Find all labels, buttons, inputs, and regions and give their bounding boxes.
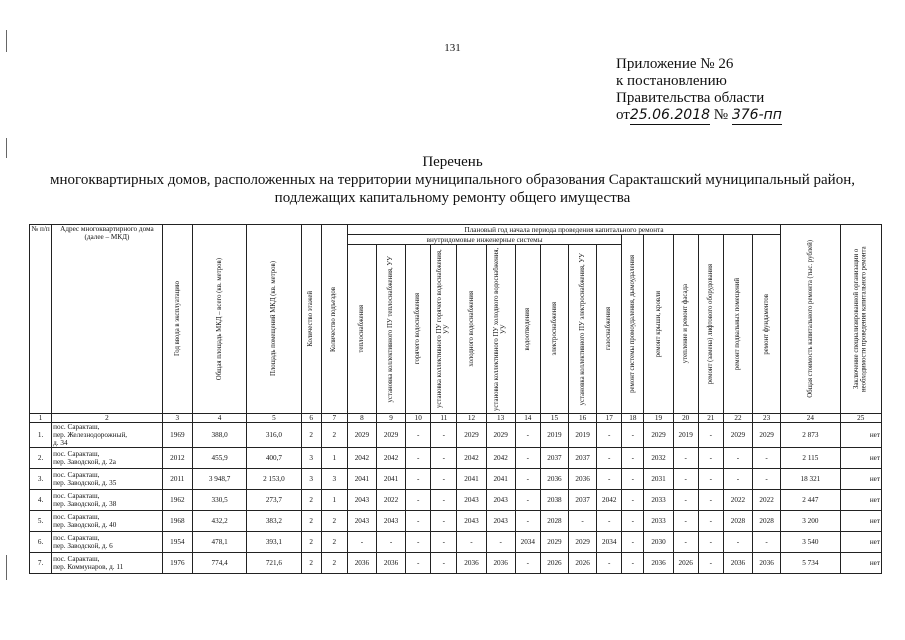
c11-cell: - — [431, 511, 457, 532]
floors-cell: 2 — [301, 553, 321, 574]
c22-cell: 2029 — [723, 423, 752, 448]
c13-cell: - — [486, 532, 515, 553]
c8-cell: 2029 — [347, 423, 376, 448]
ent-cell: 1 — [321, 448, 347, 469]
column-number: 3 — [162, 414, 192, 423]
c8-cell: 2043 — [347, 490, 376, 511]
header-conclusion: Заключение специализированной организации о необходимости проведения капитального ремонта — [853, 246, 868, 392]
c17-cell: - — [597, 511, 622, 532]
c18-cell: - — [622, 553, 644, 574]
appendix-line: к постановлению — [616, 73, 727, 89]
table-row — [30, 532, 882, 553]
c19-cell: 2036 — [644, 553, 673, 574]
address-cell — [52, 469, 163, 490]
date-prefix: от — [616, 107, 630, 123]
c15-cell: 2026 — [540, 553, 568, 574]
column-number: 9 — [376, 414, 405, 423]
c10-cell: - — [406, 490, 431, 511]
column-number: 14 — [515, 414, 540, 423]
c8-cell: 2041 — [347, 469, 376, 490]
table-row — [30, 448, 882, 469]
total-cell: 478,1 — [192, 532, 246, 553]
header-total-cost: Общая стоимость капитального ремонта (тыс. рублей) — [806, 240, 814, 398]
c9-cell: 2041 — [376, 469, 405, 490]
floors-cell: 2 — [301, 511, 321, 532]
c15-cell: 2036 — [540, 469, 568, 490]
c14-cell: - — [515, 553, 540, 574]
header-heating-meter: установка коллективного ПУ теплоснабжения, УУ — [387, 255, 395, 403]
header-smoke-removal: ремонт системы промоудаления, дымоудаления — [629, 255, 637, 393]
c16-cell: 2037 — [569, 490, 597, 511]
c20-cell: - — [673, 448, 698, 469]
num-cell: 4. — [30, 490, 52, 511]
header-address: Адрес многоквартирного дома (далее – МКД) — [52, 225, 163, 414]
c19-cell: 2030 — [644, 532, 673, 553]
c23-cell: - — [753, 532, 781, 553]
c10-cell: - — [406, 553, 431, 574]
ent-cell: 3 — [321, 469, 347, 490]
header-foundation: ремонт фундаментов — [762, 293, 770, 355]
column-number: 8 — [347, 414, 376, 423]
column-number: 18 — [622, 414, 644, 423]
ent-cell: 2 — [321, 511, 347, 532]
c17-cell: - — [597, 553, 622, 574]
c8-cell: 2042 — [347, 448, 376, 469]
header-gas: газоснабжения — [605, 307, 613, 351]
handwritten-date: 25.06.2018 — [629, 107, 711, 123]
num-cell: 6. — [30, 532, 52, 553]
column-number: 17 — [597, 414, 622, 423]
ent-cell: 2 — [321, 553, 347, 574]
table-row — [30, 553, 882, 574]
c14-cell: 2034 — [515, 532, 540, 553]
document-title — [0, 153, 905, 207]
address-cell — [52, 490, 163, 511]
address-line: д. 34 — [53, 439, 68, 447]
header-floors: Количество этажей — [307, 291, 315, 347]
c18-cell: - — [622, 490, 644, 511]
c12-cell: 2043 — [457, 490, 486, 511]
column-number: 16 — [569, 414, 597, 423]
c10-cell: - — [406, 448, 431, 469]
address-line: пер. Заводской, д. 6 — [53, 542, 113, 550]
c18-cell: - — [622, 469, 644, 490]
cost-cell: 3 200 — [781, 511, 840, 532]
c19-cell: 2031 — [644, 469, 673, 490]
column-number: 10 — [406, 414, 431, 423]
c21-cell: - — [698, 553, 723, 574]
c12-cell: - — [457, 532, 486, 553]
c22-cell: - — [723, 469, 752, 490]
c16-cell: 2029 — [569, 532, 597, 553]
c15-cell: 2038 — [540, 490, 568, 511]
c16-cell: 2019 — [569, 423, 597, 448]
column-number: 21 — [698, 414, 723, 423]
c14-cell: - — [515, 448, 540, 469]
table-row — [30, 511, 882, 532]
year-cell: 1968 — [162, 511, 192, 532]
c22-cell: 2022 — [723, 490, 752, 511]
c17-cell: - — [597, 423, 622, 448]
header-year: Год ввода в эксплуатацию — [173, 281, 181, 357]
address-line: пер. Заводской, д. 2а — [53, 458, 116, 466]
address-cell — [52, 448, 163, 469]
header-total-area: Общая площадь МКД – всего (кв. метров) — [215, 257, 223, 381]
appendix-line: Приложение № 26 — [616, 56, 734, 72]
c17-cell: 2042 — [597, 490, 622, 511]
c12-cell: 2036 — [457, 553, 486, 574]
header-elevator: ремонт (замена) лифтового оборудования — [707, 263, 715, 385]
address-line: пер. Железнодорожный, — [53, 431, 128, 439]
prem-cell: 383,2 — [247, 511, 301, 532]
c13-cell: 2043 — [486, 490, 515, 511]
year-cell: 1954 — [162, 532, 192, 553]
table-row — [30, 469, 882, 490]
total-cell: 455,9 — [192, 448, 246, 469]
appendix-block — [616, 56, 782, 125]
c9-cell: 2022 — [376, 490, 405, 511]
title-line: подлежащих капитальному ремонту общего имущества — [274, 190, 631, 206]
c15-cell: 2037 — [540, 448, 568, 469]
houses-table — [29, 224, 882, 574]
address-line: пос. Саракташ, — [53, 450, 100, 458]
header-planned-year: Плановый год начала периода проведения капитального ремонта — [347, 225, 780, 235]
concl-cell: нет — [840, 532, 881, 553]
address-line: пос. Саракташ, — [53, 555, 100, 563]
total-cell: 774,4 — [192, 553, 246, 574]
c9-cell: 2029 — [376, 423, 405, 448]
column-number: 1 — [30, 414, 52, 423]
c10-cell: - — [406, 511, 431, 532]
c16-cell: 2036 — [569, 469, 597, 490]
prem-cell: 721,6 — [247, 553, 301, 574]
c20-cell: 2026 — [673, 553, 698, 574]
num-cell: 1. — [30, 423, 52, 448]
total-cell: 388,0 — [192, 423, 246, 448]
c8-cell: 2036 — [347, 553, 376, 574]
c10-cell: - — [406, 423, 431, 448]
c17-cell: - — [597, 469, 622, 490]
appendix-line: Правительства области — [616, 90, 765, 106]
handwritten-number: 376-пп — [731, 107, 782, 123]
number-sign: № — [713, 107, 729, 123]
concl-cell: нет — [840, 553, 881, 574]
column-number: 23 — [753, 414, 781, 423]
prem-cell: 393,1 — [247, 532, 301, 553]
year-cell: 2012 — [162, 448, 192, 469]
floors-cell: 2 — [301, 423, 321, 448]
header-electric: электроснабжения — [550, 302, 558, 356]
c13-cell: 2029 — [486, 423, 515, 448]
year-cell: 1969 — [162, 423, 192, 448]
cost-cell: 2 447 — [781, 490, 840, 511]
address-line: пос. Саракташ, — [53, 492, 100, 500]
c10-cell: - — [406, 469, 431, 490]
c10-cell: - — [406, 532, 431, 553]
prem-cell: 400,7 — [247, 448, 301, 469]
address-line: пер. Коммунаров, д. 11 — [53, 563, 124, 571]
c11-cell: - — [431, 469, 457, 490]
header-cold-water-meter: установка коллективного ПУ холодного водоснабжения, УУ — [493, 247, 508, 411]
header-hot-water-meter: установка коллективного ПУ горячего водоснабжения, УУ — [436, 249, 451, 409]
c13-cell: 2042 — [486, 448, 515, 469]
c21-cell: - — [698, 423, 723, 448]
c17-cell: 2034 — [597, 532, 622, 553]
c20-cell: - — [673, 469, 698, 490]
c20-cell: - — [673, 532, 698, 553]
num-cell: 7. — [30, 553, 52, 574]
header-premises-area: Площадь помещений МКД (кв. метров) — [270, 261, 278, 377]
floors-cell: 3 — [301, 469, 321, 490]
header-internal-systems: внутридомовые инженерные системы — [347, 235, 622, 245]
prem-cell: 273,7 — [247, 490, 301, 511]
c20-cell: - — [673, 490, 698, 511]
c22-cell: - — [723, 532, 752, 553]
column-number: 11 — [431, 414, 457, 423]
c23-cell: 2022 — [753, 490, 781, 511]
c13-cell: 2041 — [486, 469, 515, 490]
c18-cell: - — [622, 423, 644, 448]
address-line: пос. Саракташ, — [53, 423, 100, 431]
ent-cell: 2 — [321, 532, 347, 553]
c23-cell: - — [753, 448, 781, 469]
c21-cell: - — [698, 469, 723, 490]
floors-cell: 2 — [301, 490, 321, 511]
c23-cell: 2029 — [753, 423, 781, 448]
column-number: 4 — [192, 414, 246, 423]
c23-cell: 2036 — [753, 553, 781, 574]
num-cell: 5. — [30, 511, 52, 532]
c11-cell: - — [431, 490, 457, 511]
header-entrances: Количество подъездов — [330, 286, 338, 352]
c16-cell: - — [569, 511, 597, 532]
column-number: 24 — [781, 414, 840, 423]
floors-cell: 2 — [301, 532, 321, 553]
header-hot-water: горячего водоснабжения — [414, 293, 422, 365]
column-number: 25 — [840, 414, 881, 423]
year-cell: 1962 — [162, 490, 192, 511]
c21-cell: - — [698, 511, 723, 532]
c23-cell: 2028 — [753, 511, 781, 532]
c21-cell: - — [698, 532, 723, 553]
concl-cell: нет — [840, 490, 881, 511]
c19-cell: 2033 — [644, 490, 673, 511]
c13-cell: 2036 — [486, 553, 515, 574]
c20-cell: - — [673, 511, 698, 532]
address-cell — [52, 423, 163, 448]
total-cell: 3 948,7 — [192, 469, 246, 490]
c16-cell: 2026 — [569, 553, 597, 574]
cost-cell: 2 115 — [781, 448, 840, 469]
c9-cell: - — [376, 532, 405, 553]
address-line: пер. Заводской, д. 40 — [53, 521, 117, 529]
c21-cell: - — [698, 448, 723, 469]
c12-cell: 2042 — [457, 448, 486, 469]
title-line: многоквартирных домов, расположенных на территории муниципального образования Саракташский муниципальный район, — [50, 172, 855, 188]
cost-cell: 2 873 — [781, 423, 840, 448]
concl-cell: нет — [840, 448, 881, 469]
year-cell: 2011 — [162, 469, 192, 490]
c22-cell: 2036 — [723, 553, 752, 574]
concl-cell: нет — [840, 511, 881, 532]
address-cell — [52, 553, 163, 574]
c14-cell: - — [515, 490, 540, 511]
c15-cell: 2028 — [540, 511, 568, 532]
prem-cell: 316,0 — [247, 423, 301, 448]
c23-cell: - — [753, 469, 781, 490]
c19-cell: 2029 — [644, 423, 673, 448]
c19-cell: 2032 — [644, 448, 673, 469]
column-number: 7 — [321, 414, 347, 423]
c14-cell: - — [515, 469, 540, 490]
c15-cell: 2019 — [540, 423, 568, 448]
header-basement: ремонт подвальных помещений — [734, 277, 742, 371]
header-sewer: водоотведения — [524, 307, 532, 351]
c12-cell: 2043 — [457, 511, 486, 532]
c17-cell: - — [597, 448, 622, 469]
year-cell: 1976 — [162, 553, 192, 574]
c11-cell: - — [431, 448, 457, 469]
c14-cell: - — [515, 511, 540, 532]
column-number: 6 — [301, 414, 321, 423]
table-row — [30, 423, 882, 448]
title-line: Перечень — [422, 154, 483, 170]
c11-cell: - — [431, 532, 457, 553]
header-electric-meter: установка коллективного ПУ электроснабжения, УУ — [578, 252, 586, 406]
column-number: 20 — [673, 414, 698, 423]
header-cold-water: холодного водоснабжения — [467, 291, 475, 367]
cost-cell: 3 540 — [781, 532, 840, 553]
c22-cell: - — [723, 448, 752, 469]
header-num: № п/п — [30, 225, 52, 414]
num-cell: 2. — [30, 448, 52, 469]
c19-cell: 2033 — [644, 511, 673, 532]
c18-cell: - — [622, 448, 644, 469]
header-facade: утепление и ремонт фасада — [681, 284, 689, 364]
c8-cell: - — [347, 532, 376, 553]
page-number: 131 — [444, 42, 461, 54]
c12-cell: 2029 — [457, 423, 486, 448]
c11-cell: - — [431, 553, 457, 574]
address-line: пер. Заводской, д. 35 — [53, 479, 117, 487]
c9-cell: 2042 — [376, 448, 405, 469]
column-number: 19 — [644, 414, 673, 423]
c12-cell: 2041 — [457, 469, 486, 490]
prem-cell: 2 153,0 — [247, 469, 301, 490]
c14-cell: - — [515, 423, 540, 448]
cost-cell: 5 734 — [781, 553, 840, 574]
c22-cell: 2028 — [723, 511, 752, 532]
column-number: 2 — [52, 414, 163, 423]
header-heating: теплоснабжения — [358, 305, 366, 353]
column-number: 15 — [540, 414, 568, 423]
c13-cell: 2043 — [486, 511, 515, 532]
c21-cell: - — [698, 490, 723, 511]
binding-mark — [6, 555, 7, 580]
concl-cell: нет — [840, 423, 881, 448]
table-row — [30, 490, 882, 511]
cost-cell: 18 321 — [781, 469, 840, 490]
ent-cell: 2 — [321, 423, 347, 448]
column-number: 22 — [723, 414, 752, 423]
header-roof: ремонт крыши, кровли — [654, 290, 662, 358]
concl-cell: нет — [840, 469, 881, 490]
column-number: 12 — [457, 414, 486, 423]
address-cell — [52, 532, 163, 553]
appendix-date-line — [616, 107, 782, 125]
c8-cell: 2043 — [347, 511, 376, 532]
address-line: пер. Заводской, д. 38 — [53, 500, 117, 508]
c15-cell: 2029 — [540, 532, 568, 553]
column-number: 13 — [486, 414, 515, 423]
c9-cell: 2036 — [376, 553, 405, 574]
total-cell: 432,2 — [192, 511, 246, 532]
c18-cell: - — [622, 532, 644, 553]
c11-cell: - — [431, 423, 457, 448]
c9-cell: 2043 — [376, 511, 405, 532]
address-line: пос. Саракташ, — [53, 471, 100, 479]
column-number: 5 — [247, 414, 301, 423]
address-cell — [52, 511, 163, 532]
c20-cell: 2019 — [673, 423, 698, 448]
c16-cell: 2037 — [569, 448, 597, 469]
address-line: пос. Саракташ, — [53, 534, 100, 542]
num-cell: 3. — [30, 469, 52, 490]
address-line: пос. Саракташ, — [53, 513, 100, 521]
c18-cell: - — [622, 511, 644, 532]
total-cell: 330,5 — [192, 490, 246, 511]
ent-cell: 1 — [321, 490, 347, 511]
floors-cell: 3 — [301, 448, 321, 469]
